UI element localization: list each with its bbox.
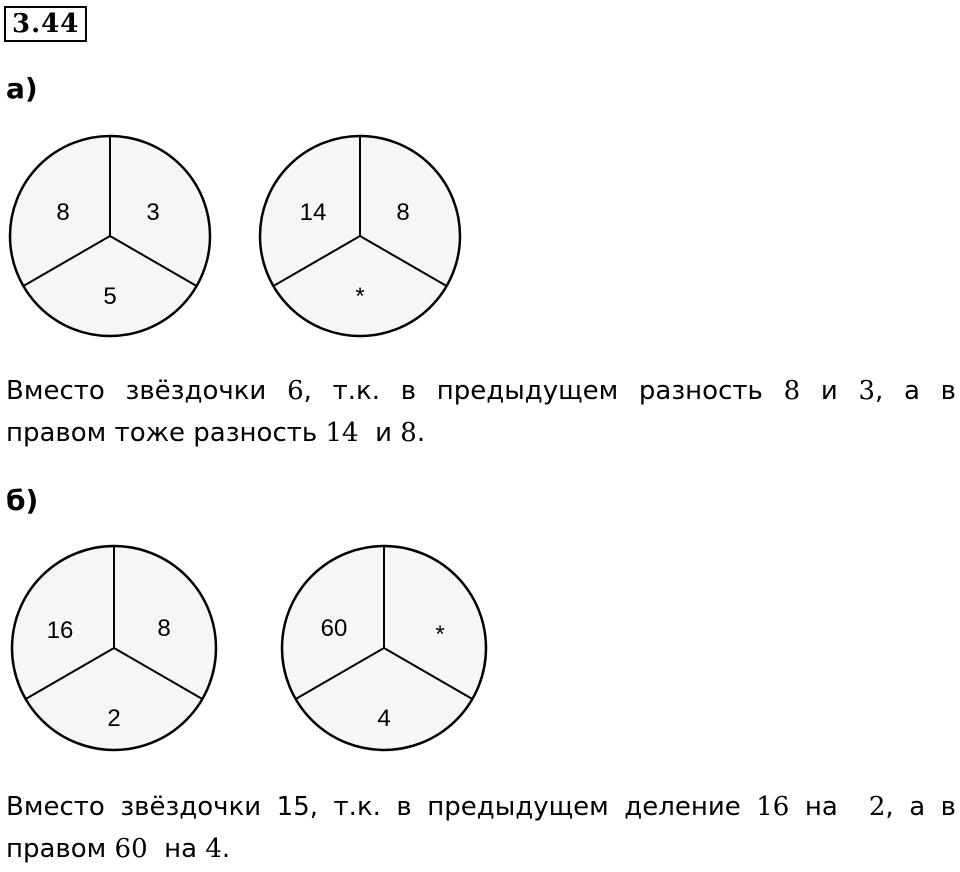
math-number: 14 bbox=[325, 418, 359, 448]
explanation-line bbox=[6, 786, 956, 828]
text-fragment: на bbox=[789, 792, 869, 822]
circle-b1 bbox=[10, 544, 218, 752]
task-number: 3.44 bbox=[4, 6, 87, 42]
text-fragment: на bbox=[147, 834, 206, 864]
text-fragment: и bbox=[358, 418, 401, 448]
text-fragment: Вместо звёздочки 15, т.к. в предыдущем деление bbox=[6, 792, 757, 822]
text-fragment: . bbox=[416, 418, 426, 448]
explanation-line bbox=[6, 828, 956, 870]
segment-bottom-value: 5 bbox=[103, 283, 117, 310]
circle-a2 bbox=[258, 134, 462, 338]
circle-a1 bbox=[8, 134, 212, 338]
segment-bottom-value: 2 bbox=[107, 705, 121, 732]
part-a-label: а) bbox=[6, 72, 38, 105]
math-number: 8 bbox=[783, 376, 801, 406]
math-number: 3 bbox=[858, 376, 876, 406]
text-fragment: , т.к. в предыдущем разность bbox=[303, 376, 784, 406]
explanation-line bbox=[6, 370, 956, 412]
segment-right-value: 3 bbox=[146, 199, 160, 226]
text-fragment: , а в bbox=[875, 376, 956, 406]
math-number: 16 bbox=[756, 792, 790, 822]
segment-right-value: * bbox=[435, 621, 445, 648]
circle-b2 bbox=[280, 544, 488, 752]
math-number: 6 bbox=[287, 376, 304, 406]
explanation-a bbox=[6, 370, 956, 454]
math-number: 60 bbox=[114, 834, 148, 864]
segment-left-value: 16 bbox=[46, 617, 74, 644]
segment-bottom-value: 4 bbox=[377, 705, 391, 732]
text-fragment: . bbox=[221, 834, 231, 864]
math-number: 4 bbox=[205, 834, 222, 864]
text-fragment: и bbox=[800, 376, 859, 406]
math-number: 8 bbox=[400, 418, 417, 448]
segment-left-value: 14 bbox=[299, 199, 327, 226]
segment-right-value: 8 bbox=[157, 615, 171, 642]
explanation-b bbox=[6, 786, 956, 870]
segment-bottom-value: * bbox=[355, 283, 365, 310]
segment-left-value: 8 bbox=[56, 199, 70, 226]
text-fragment: правом тоже разность bbox=[6, 418, 326, 448]
segment-right-value: 8 bbox=[396, 199, 410, 226]
part-b-label: б) bbox=[6, 484, 39, 517]
text-fragment: , а в bbox=[885, 792, 956, 822]
text-fragment: правом bbox=[6, 834, 115, 864]
explanation-line bbox=[6, 412, 956, 454]
text-fragment: Вместо звёздочки bbox=[6, 376, 288, 406]
segment-left-value: 60 bbox=[320, 615, 348, 642]
math-number: 2 bbox=[868, 792, 886, 822]
